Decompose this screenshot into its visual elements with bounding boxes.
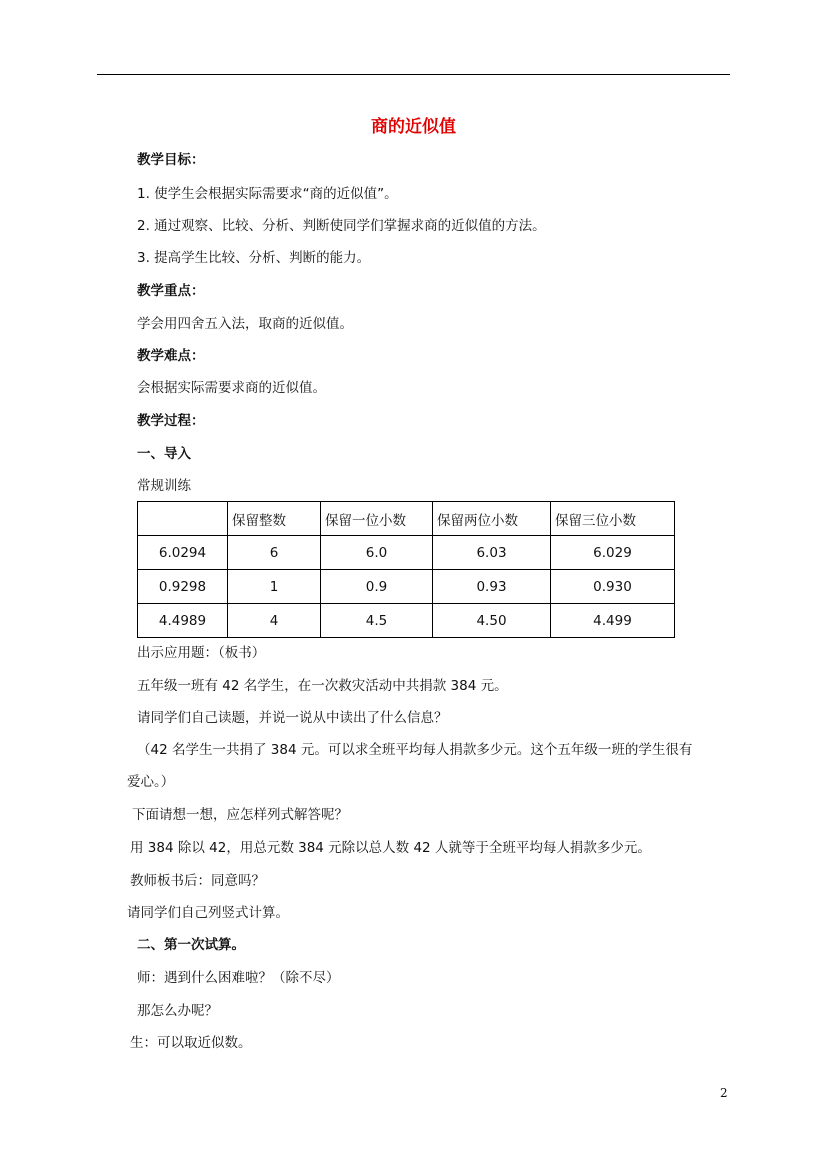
teacher-note: 教师板书后：同意吗？ bbox=[130, 873, 265, 889]
problem-intro: 出示应用题：（板书） bbox=[137, 645, 266, 661]
info-answer: （42 名学生一共捐了 384 元。可以求全班平均每人捐款多少元。这个五年级一班的学生很有 bbox=[137, 742, 693, 758]
method-explanation: 用 384 除以 42，用总元数 384 元除以总人数 42 人就等于全班平均每人捐款多少元。 bbox=[130, 840, 651, 856]
process-heading: 教学过程： bbox=[137, 413, 205, 429]
table-cell: 0.93 bbox=[433, 570, 551, 604]
table-cell: 6.029 bbox=[551, 536, 675, 570]
calc-prompt: 请同学们自己列竖式计算。 bbox=[127, 905, 289, 921]
objective-3: 3. 提高学生比较、分析、判断的能力。 bbox=[137, 250, 371, 266]
table-row bbox=[138, 536, 675, 570]
difficulty-heading: 教学难点： bbox=[137, 348, 205, 364]
objective-2: 2. 通过观察、比较、分析、判断使同学们掌握求商的近似值的方法。 bbox=[137, 218, 546, 234]
table-header-cell: 保留一位小数 bbox=[321, 502, 433, 536]
table-cell: 6 bbox=[228, 536, 321, 570]
table-header-cell: 保留整数 bbox=[228, 502, 321, 536]
table-cell: 4.499 bbox=[551, 604, 675, 638]
header-rule bbox=[97, 74, 730, 75]
objectives-heading: 教学目标： bbox=[137, 152, 205, 168]
table-cell: 4.5 bbox=[321, 604, 433, 638]
table-cell: 4.4989 bbox=[138, 604, 228, 638]
rounding-table bbox=[137, 501, 675, 638]
table-cell: 6.03 bbox=[433, 536, 551, 570]
table-row bbox=[138, 570, 675, 604]
problem-statement: 五年级一班有 42 名学生，在一次救灾活动中共捐款 384 元。 bbox=[137, 678, 508, 694]
table-cell: 4 bbox=[228, 604, 321, 638]
section-1-heading: 一、导入 bbox=[137, 446, 191, 462]
key-point-heading: 教学重点： bbox=[137, 283, 205, 299]
table-cell: 6.0294 bbox=[138, 536, 228, 570]
page-number: 2 bbox=[720, 1086, 728, 1100]
table-header-cell: 保留三位小数 bbox=[551, 502, 675, 536]
table-header-cell: 保留两位小数 bbox=[433, 502, 551, 536]
read-prompt: 请同学们自己读题，并说一说从中读出了什么信息？ bbox=[137, 710, 448, 726]
key-point-text: 学会用四舍五入法，取商的近似值。 bbox=[137, 316, 353, 332]
section-2-heading: 二、第一次试算。 bbox=[137, 937, 245, 953]
objective-1: 1. 使学生会根据实际需要求“商的近似值”。 bbox=[137, 186, 398, 202]
what-to-do: 那怎么办呢？ bbox=[137, 1003, 218, 1019]
info-answer-cont: 爱心。） bbox=[127, 774, 175, 790]
table-cell: 0.930 bbox=[551, 570, 675, 604]
think-prompt: 下面请想一想，应怎样列式解答呢？ bbox=[132, 807, 348, 823]
table-header-row bbox=[138, 502, 675, 536]
table-cell: 6.0 bbox=[321, 536, 433, 570]
difficulty-text: 会根据实际需要求商的近似值。 bbox=[137, 380, 326, 396]
student-answer: 生：可以取近似数。 bbox=[130, 1035, 252, 1051]
teacher-question: 师：遇到什么困难啦？（除不尽） bbox=[137, 970, 340, 986]
table-header-cell bbox=[138, 502, 228, 536]
table-row bbox=[138, 604, 675, 638]
table-cell: 0.9298 bbox=[138, 570, 228, 604]
table-cell: 4.50 bbox=[433, 604, 551, 638]
routine-training-label: 常规训练 bbox=[137, 478, 191, 494]
page-title: 商的近似值 bbox=[371, 117, 456, 137]
table-cell: 0.9 bbox=[321, 570, 433, 604]
table-cell: 1 bbox=[228, 570, 321, 604]
